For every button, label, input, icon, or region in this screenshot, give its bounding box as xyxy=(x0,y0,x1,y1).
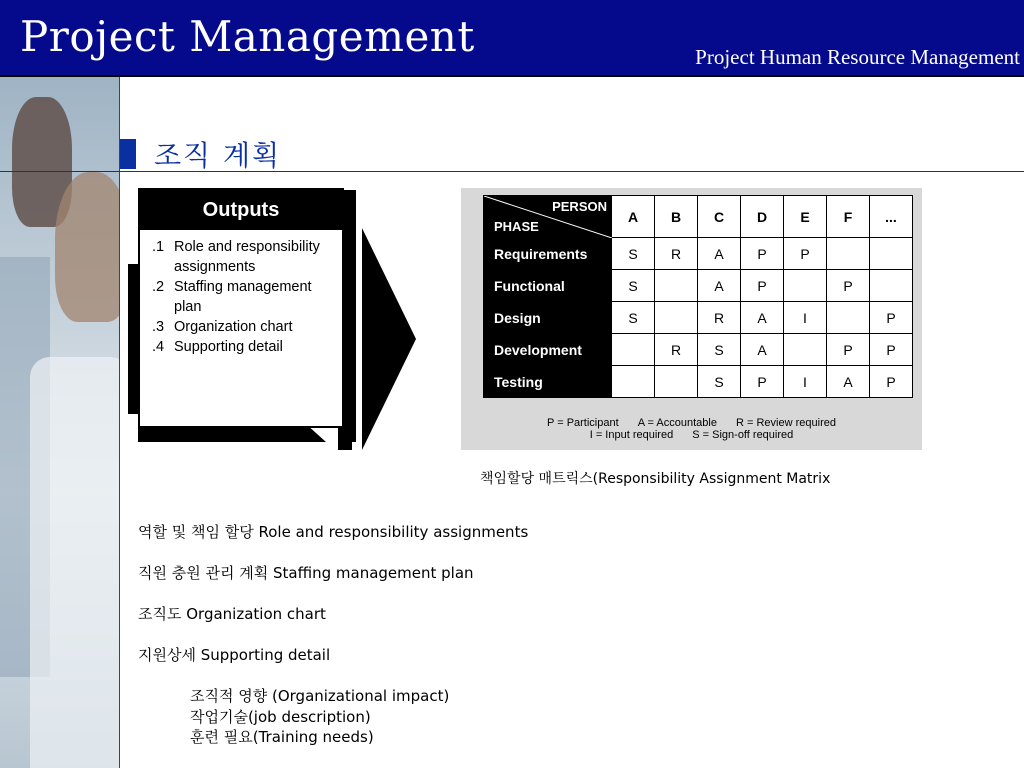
table-cell: A xyxy=(741,334,784,366)
table-cell: P xyxy=(870,302,913,334)
table-cell xyxy=(784,270,827,302)
table-cell xyxy=(655,366,698,398)
table-header-row xyxy=(484,196,913,238)
sidebar-photo xyxy=(0,77,120,768)
table-cell xyxy=(784,334,827,366)
list-item: 조직도 Organization chart xyxy=(138,605,326,623)
table-cell: R xyxy=(655,238,698,270)
table-cell xyxy=(827,302,870,334)
column-header: C xyxy=(698,196,741,238)
supporting-detail-list xyxy=(190,686,449,748)
column-header: F xyxy=(827,196,870,238)
table-cell: P xyxy=(741,366,784,398)
table-row xyxy=(484,270,913,302)
table-cell xyxy=(612,366,655,398)
list-item: 작업기술(job description) xyxy=(190,707,371,726)
table-cell: P xyxy=(741,238,784,270)
table-cell: A xyxy=(698,270,741,302)
table-cell: P xyxy=(870,366,913,398)
table-cell: A xyxy=(741,302,784,334)
section-bullet-icon xyxy=(120,139,136,169)
photo-person xyxy=(55,172,120,322)
table-cell: S xyxy=(612,302,655,334)
row-header: Testing xyxy=(484,366,612,398)
table-cell: P xyxy=(827,270,870,302)
table-cell: I xyxy=(784,366,827,398)
table-cell xyxy=(870,270,913,302)
list-item: .1 Role and responsibility assignments xyxy=(152,239,320,275)
list-item: .4 Supporting detail xyxy=(152,339,283,355)
list-item: 조직적 영향 (Organizational impact) xyxy=(190,687,450,705)
app-title: Project Management xyxy=(20,12,475,61)
row-header: Design xyxy=(484,302,612,334)
column-header: D xyxy=(741,196,784,238)
outputs-heading: Outputs xyxy=(140,190,342,230)
photo-shirt xyxy=(30,357,120,768)
table-cell: R xyxy=(698,302,741,334)
table-row xyxy=(484,302,913,334)
table-cell: A xyxy=(698,238,741,270)
table-cell xyxy=(870,238,913,270)
list-item: 역할 및 책임 할당 Role and responsibility assignments xyxy=(138,523,529,541)
outputs-description-list xyxy=(138,522,528,686)
matrix-legend: P = Participant A = Accountable R = Review required xyxy=(547,417,836,429)
column-header: E xyxy=(784,196,827,238)
table-row xyxy=(484,334,913,366)
table-cell: S xyxy=(698,366,741,398)
header-subtitle: Project Human Resource Management xyxy=(695,45,1020,69)
column-header: ... xyxy=(870,196,913,238)
table-cell: I xyxy=(784,302,827,334)
outputs-list xyxy=(140,230,342,357)
table-cell: R xyxy=(655,334,698,366)
table-cell xyxy=(827,238,870,270)
table-cell: S xyxy=(612,238,655,270)
responsibility-matrix xyxy=(461,188,922,450)
list-item: 지원상세 Supporting detail xyxy=(138,646,331,664)
table-cell xyxy=(612,334,655,366)
table-cell: A xyxy=(827,366,870,398)
section-heading xyxy=(120,138,281,170)
matrix-table xyxy=(483,195,913,398)
outputs-panel xyxy=(126,184,416,452)
list-item: .2 Staffing management plan xyxy=(152,279,312,315)
list-item: 훈련 필요(Training needs) xyxy=(190,728,374,746)
row-header: Functional xyxy=(484,270,612,302)
row-header: Requirements xyxy=(484,238,612,270)
column-header: A xyxy=(612,196,655,238)
table-cell: P xyxy=(741,270,784,302)
table-cell: S xyxy=(612,270,655,302)
table-cell xyxy=(655,302,698,334)
header-bar xyxy=(0,0,1024,77)
row-header: Development xyxy=(484,334,612,366)
section-title: 조직 계획 xyxy=(154,139,282,172)
table-row xyxy=(484,238,913,270)
list-item: .3 Organization chart xyxy=(152,319,293,335)
list-item: 직원 충원 관리 계획 Staffing management plan xyxy=(138,564,474,582)
table-cell: P xyxy=(870,334,913,366)
table-cell: P xyxy=(827,334,870,366)
matrix-caption: 책임할당 매트릭스(Responsibility Assignment Matrix xyxy=(480,471,831,487)
matrix-legend: I = Input required S = Sign-off required xyxy=(589,429,794,441)
table-cell xyxy=(655,270,698,302)
matrix-corner: PERSON PHASE xyxy=(484,196,612,238)
column-header: B xyxy=(655,196,698,238)
table-row xyxy=(484,366,913,398)
table-cell: S xyxy=(698,334,741,366)
table-cell: P xyxy=(784,238,827,270)
outputs-box xyxy=(138,188,344,428)
